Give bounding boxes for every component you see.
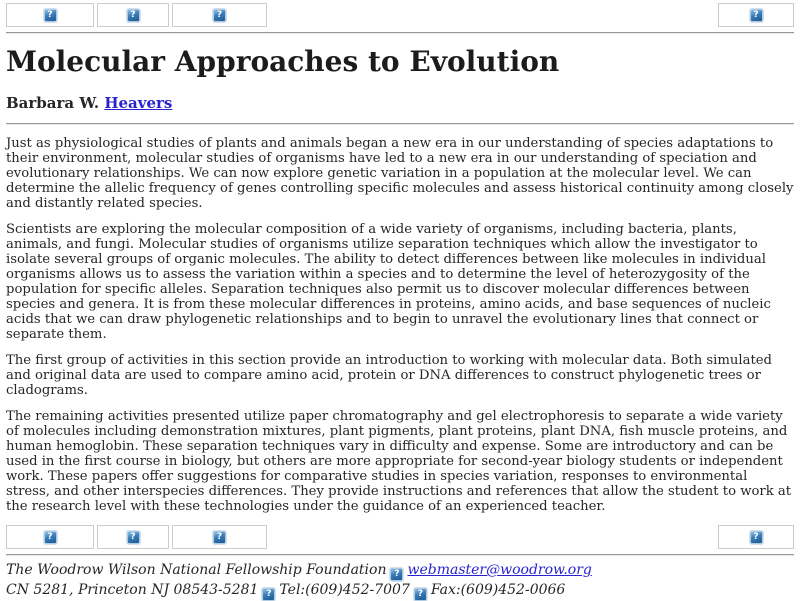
bottom-nav-button-2[interactable] xyxy=(97,525,169,549)
paragraph-2: Scientists are exploring the molecular composition of a wide variety of organisms, including bacteria, plants, animals, and fungi. Molecular studies of organisms utilize separation techniques which allow the investigator to isolate several groups of organic molecules. The ability to detect differences between like molecules in individual organisms allows us to assess the variation within a species and to determine the level of heterozygosity of the population for specific alleles. Separation techniques also permit us to discover molecular differences between species and genera. It is from these molecular differences in proteins, amino acids, and base sequences of nucleic acids that we can draw phylogenetic relationships and to begin to unravel the evolutionary lines that connect or separate them. xyxy=(6,222,771,342)
broken-image-icon: ? xyxy=(44,9,57,22)
broken-image-icon: ? xyxy=(414,588,427,601)
broken-image-icon: ? xyxy=(262,588,275,601)
broken-image-icon: ? xyxy=(750,531,763,544)
paragraph-3: The first group of activities in this section provide an introduction to working with molecular data. Both simulated and original data are used to compare amino acid, protein or DNA differences to construct phylogenetic trees or cladograms. xyxy=(6,353,772,398)
top-nav-button-3[interactable] xyxy=(172,3,267,27)
broken-image-icon: ? xyxy=(44,531,57,544)
nav-spacer xyxy=(270,525,715,549)
bottom-nav-button-1[interactable] xyxy=(6,525,94,549)
broken-image-icon: ? xyxy=(127,531,140,544)
top-nav-button-2[interactable] xyxy=(97,3,169,27)
byline xyxy=(6,96,794,111)
page-title: Molecular Approaches to Evolution xyxy=(6,45,560,78)
webmaster-email-link[interactable]: webmaster@woodrow.org xyxy=(407,562,592,578)
broken-image-icon: ? xyxy=(127,9,140,22)
footer-contact-line xyxy=(6,581,794,601)
footer-fax: Fax:(609)452-0066 xyxy=(430,582,566,598)
broken-image-icon: ? xyxy=(213,531,226,544)
top-nav-button-1[interactable] xyxy=(6,3,94,27)
footer-org-name: The Woodrow Wilson National Fellowship Foundation xyxy=(6,562,387,578)
footer-address: CN 5281, Princeton NJ 08543-5281 xyxy=(6,582,259,598)
broken-image-icon: ? xyxy=(213,9,226,22)
byline-divider xyxy=(6,123,794,125)
footer-telephone: Tel:(609)452-7007 xyxy=(279,582,410,598)
bottom-nav-button-right[interactable] xyxy=(718,525,794,549)
footer xyxy=(6,561,794,601)
paragraph-4: The remaining activities presented utilize paper chromatography and gel electrophoresis to separate a wide variety of molecules including demonstration mixtures, plant pigments, plant proteins, plant DNA, fish muscle proteins, and human hemoglobin. These separation techniques vary in difficulty and expense. Some are introductory and can be used in the first course in biology, but others are more appropriate for second-year biology students or independent work. These papers offer suggestions for comparative studies in species variation, responses to environmental stress, and other interspecies differences. They provide instructions and references that allow the student to work at the research level with these technologies under the guidance of an experienced teacher. xyxy=(6,409,792,514)
broken-image-icon: ? xyxy=(750,9,763,22)
footer-org-line xyxy=(6,561,794,581)
author-link[interactable]: Heavers xyxy=(104,94,173,112)
broken-image-icon: ? xyxy=(390,568,403,581)
top-nav-row xyxy=(6,3,794,27)
header-divider xyxy=(6,32,794,34)
top-nav-button-right[interactable] xyxy=(718,3,794,27)
footer-divider xyxy=(6,554,794,556)
bottom-nav-button-3[interactable] xyxy=(172,525,267,549)
paragraph-1: Just as physiological studies of plants and animals began a new era in our understanding of species adaptations to their environment, molecular studies of organisms have led to a new era in our understanding of speciation and evolutionary relationships. We can now explore genetic variation in a population at the molecular level. We can determine the allelic frequency of genes controlling specific molecules and assess historical continuity among closely and distantly related species. xyxy=(6,136,794,211)
author-name: Barbara W. xyxy=(6,94,100,112)
article-page xyxy=(6,3,794,601)
nav-spacer xyxy=(270,3,715,27)
bottom-nav-row xyxy=(6,525,794,549)
